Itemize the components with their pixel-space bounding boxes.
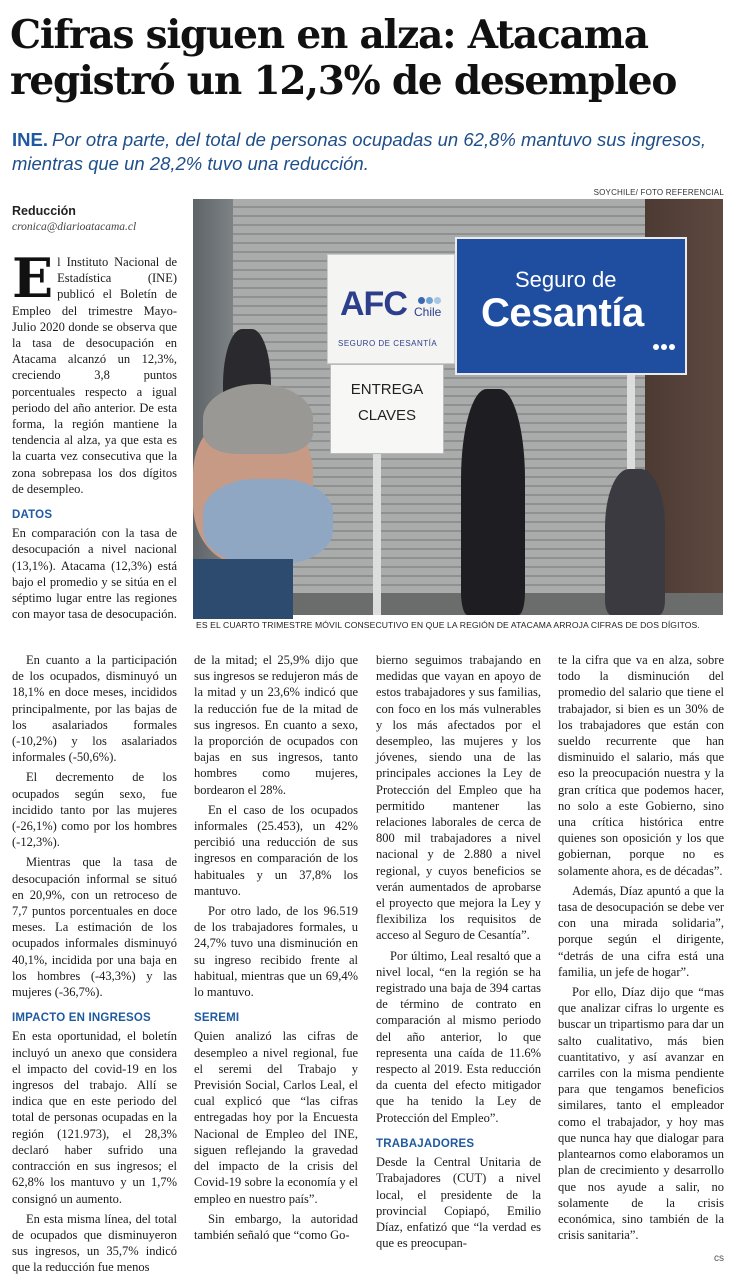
paragraph: Por último, Leal resaltó que a nivel local, “en la región se ha registrado una baja de 394 cartas de término de contrato en comparación al mismo periodo del año anterior, lo que representa una caída de 11.6% respecto al 2019. Esta reducción da cuenta del efecto mitigador que ha tenido la Ley de Protección del Empleo”. [376, 948, 541, 1125]
subhead-seremi: SEREMI [194, 1012, 240, 1025]
paragraph: Mientras que la tasa de desocupación informal se situó en 20,9%, con un retroceso de 7,7 puntos porcentuales en doce meses. La estimación de los ocupados informales disminuyó 40,1%, incidida por una baja en los hombres (-43,3%) y las mujeres (-36,7%). [12, 855, 177, 1000]
afc-logo: AFC [340, 285, 407, 323]
photo-person-right [605, 469, 665, 615]
paragraph: En el caso de los ocupados informales (25.453), un 42% percibió una reducción de sus ingresos en comparación de los habituales y un 37,8% los mantuvo. [194, 802, 358, 898]
paragraph: Quien analizó las cifras de desempleo a nivel regional, fue el seremi del Trabajo y Previsión Social, Carlos Leal, el cual explicó que “las cifras entregadas hoy por la Encuesta Nacional de Empleo del INE, siguen reflejando la gravedad del impacto de la crisis del Covid-19 sobre la economía y el empleo en nuestro país”. [194, 1029, 358, 1206]
entrega-line-1: ENTREGA [350, 381, 424, 398]
photo-person-center [461, 389, 525, 615]
seguro-cesantia-sign [455, 237, 687, 375]
afc-subtitle: SEGURO DE CESANTÍA [338, 339, 438, 348]
paragraph: En esta oportunidad, el boletín incluyó un anexo que considera el impacto del covid-19 en los ingresos del trabajo. Allí se indica que en este periodo del total de personas ocupadas en la región (121.973), el 28,3% declaró haber sufrido una contracción en sus ingresos; el 62,8% los mantuvo y un 1,7% consignó un aumento. [12, 1029, 177, 1206]
paragraph: te la cifra que va en alza, sobre todo la disminución del promedio del salario que tiene el trabajador, si bien es un 30% de los trabajadores que están con sueldo recurrente que han disminuido el salario, más que eso la preocupación nuestra y la gran crítica que podemos hacer, no solo a este Gobierno, sino una crítica histórica entre quienes son oposición y los que gobiernan, porque no es solamente ahora, es de décadas”. [558, 653, 724, 878]
paragraph: Desde la Central Unitaria de Trabajadores (CUT) a nivel local, el presidente de la provincial Copiapó, Emilio Díaz, enfatizó que “la verdad es que es preocupan- [376, 1155, 541, 1251]
lead-paragraph [12, 246, 177, 497]
article-column-1-bottom [12, 652, 177, 1280]
sign-pole-left [373, 449, 381, 615]
end-mark: cs [714, 1253, 724, 1265]
paragraph: Sin embargo, la autoridad también señaló que “como Go- [194, 1211, 358, 1242]
photo-credit: SOYCHILE/ FOTO REFERENCIAL [593, 188, 724, 197]
headline-line-2: registró un 12,3% de desempleo [10, 58, 677, 104]
article-column-2 [194, 652, 358, 1247]
paragraph: Además, Díaz apuntó a que la tasa de desocupación se debe ver con una mirada solidaria”, porque según el dirigente, “detrás de una cifra está una familia, un jefe de hogar”. [558, 883, 724, 979]
deck [12, 128, 724, 176]
entrega-line-2: CLAVES [357, 407, 417, 424]
deck-text: Por otra parte, del total de personas ocupadas un 62,8% mantuvo sus ingresos, mientras que un 28,2% tuvo una reducción. [12, 129, 707, 174]
photo-caption: ES EL CUARTO TRIMESTRE MÓVIL CONSECUTIVO EN QUE LA REGIÓN DE ATACAMA ARROJA CIFRAS DE DOS DÍGITOS. [196, 620, 700, 630]
headline-line-1: Cifras siguen en alza: Atacama [10, 12, 648, 58]
paragraph: Por ello, Díaz dijo que “mas que analizar cifras lo urgente es buscar un tripartismo para dar un salto cualitativo, más bien cuantitativo, y así avanzar en carriles con la misma pendiente para que tengamos beneficios similares, tanto el empleador como el trabajador, y hoy mas que nunca hay que dialogar para plantearnos como elaboramos un plan de crecimiento y desarrollo que nos ayude a salir, no solamente de la crisis económica, sino también de la crisis sanitaria”. [558, 985, 724, 1243]
subhead-datos: DATOS [12, 509, 53, 522]
deck-tag: INE. [12, 129, 48, 150]
article-column-4 [558, 652, 724, 1268]
paragraph: En esta misma línea, del total de ocupados que disminuyeron sus ingresos, un 35,7% indicó que la reducción fue menos [12, 1211, 177, 1275]
paragraph: Por otro lado, de los 96.519 de los trabajadores formales, u 24,7% tuvo una disminución en su ingreso recibido frente al habitual, mientras que un 69,4% lo mantuvo. [194, 904, 358, 1000]
afc-sign [327, 254, 455, 364]
paragraph: El decremento de los ocupados según sexo, fue incidido tanto por las mujeres (-26,1%) como por los hombres (-12,3%). [12, 770, 177, 850]
byline [12, 204, 182, 233]
afc-country: Chile [414, 305, 442, 319]
article-photo [193, 199, 723, 615]
lead-text: l Instituto Nacional de Estadística (INE) publicó el Boletín de Empleo del trimestre Mayo-Julio 2020 donde se observa que la tasa de desocupación en Atacama alcanzó un 12,3%, creciendo 3,8 puntos porcentuales respecto a igual periodo del año anterior. De esta forma, la región mantiene la tendencia al alza, ya que esta es la cuarta vez consecutiva que la zona sobrepasa los dos dígitos de desempleo. [12, 255, 177, 496]
paragraph: En cuanto a la participación de los ocupados, disminuyó un 18,1% en doce meses, incididos principalmente, por las bajas de los asalariados formales (-10,2%) y los asalariados informales (-50,6%). [12, 653, 177, 765]
sign-dots-icon [653, 337, 677, 355]
sign-line-1: Seguro de [515, 267, 617, 292]
sign-line-2: Cesantía [481, 291, 644, 335]
headline [10, 12, 726, 104]
subhead-trabajadores: TRABAJADORES [376, 1137, 475, 1150]
article-column-3 [376, 652, 541, 1255]
subhead-impacto: IMPACTO EN INGRESOS [12, 1012, 151, 1025]
byline-section: Reducción [12, 204, 76, 218]
paragraph: En comparación con la tasa de desocupación a nivel nacional (13,1%). Atacama (12,3%) está bajo el promedio y se sitúa en el séptimo lugar entre las regiones con mayor tasa de desocupación. [12, 526, 177, 622]
paragraph: de la mitad; el 25,9% dijo que sus ingresos se redujeron más de la mitad y un 23,6% indicó que la reducción fue de la mitad de sus ingresos. En cuanto a sexo, la proporción de ocupados con bajas en sus ingresos, tanto hombres como mujeres, bordearon el 28%. [194, 653, 358, 797]
byline-email: cronica@diarioatacama.cl [12, 221, 137, 233]
paragraph: bierno seguimos trabajando en medidas que vayan en apoyo de estos trabajadores y sus familias, con foco en los más vulnerables y los más afectados por el desempleo, las mujeres y los jóvenes, siendo una de las principales acciones la Ley de Protección del Empleo que ha permitido mantener las relaciones laborales de cerca de 800 mil trabajadores a nivel nacional y de 2.880 a nivel regional, y cuyos beneficios se verán aumentados de aprobarse el proyecto que mejora la Ley y flexibiliza los requisitos de acceso al Seguro de Cesantía”. [376, 653, 541, 943]
article-column-1-top [12, 246, 177, 626]
dropcap: E [12, 246, 54, 310]
photo-man-with-mask [193, 384, 353, 615]
